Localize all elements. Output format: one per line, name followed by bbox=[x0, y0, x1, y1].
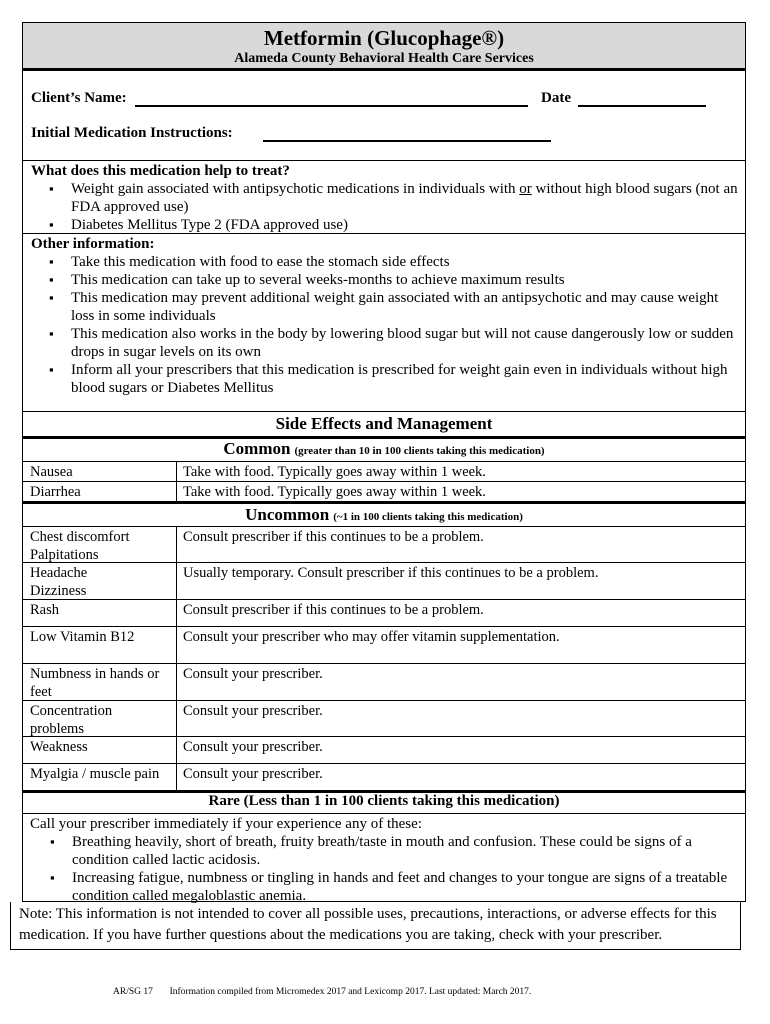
management-cell: Consult your prescriber. bbox=[183, 766, 323, 782]
divider bbox=[23, 763, 745, 764]
management-cell: Consult your prescriber who may offer vitamin supplementation. bbox=[183, 629, 560, 645]
list-item: ▪ This medication may prevent additional weight gain associated with an antipsychotic and may cause weight loss in some individuals bbox=[27, 289, 739, 325]
divider bbox=[23, 599, 745, 600]
page-title: Metformin (Glucophage®) bbox=[263, 26, 505, 50]
other-section bbox=[31, 235, 739, 397]
divider bbox=[23, 626, 745, 627]
client-name-label: Client’s Name: bbox=[31, 90, 127, 106]
rare-title: Rare (Less than 1 in 100 clients taking this medication) bbox=[208, 793, 560, 809]
management-cell: Consult prescriber if this continues to be a problem. bbox=[183, 529, 484, 545]
divider bbox=[23, 562, 745, 563]
management-cell: Usually temporary. Consult prescriber if this continues to be a problem. bbox=[183, 565, 599, 581]
divider bbox=[23, 700, 745, 701]
instructions-field[interactable] bbox=[263, 140, 551, 142]
list-item: ▪ Inform all your prescribers that this medication is prescribed for weight gain even in individuals without high blood sugars or Diabetes Mellitus bbox=[27, 361, 739, 397]
column-divider bbox=[176, 526, 177, 790]
effect-cell: Weakness bbox=[30, 739, 88, 755]
effect-cell: Diarrhea bbox=[30, 484, 81, 500]
effect-cell: Numbness in hands or feet bbox=[30, 666, 160, 700]
date-field[interactable] bbox=[578, 105, 706, 107]
effect-cell: Chest discomfort Palpitations bbox=[30, 529, 130, 563]
management-cell: Consult your prescriber. bbox=[183, 703, 323, 719]
date-label: Date bbox=[541, 90, 571, 106]
uncommon-note: (~1 in 100 clients taking this medication) bbox=[333, 511, 523, 523]
management-cell: Consult prescriber if this continues to be a problem. bbox=[183, 602, 484, 618]
common-heading bbox=[23, 439, 745, 459]
effect-cell: Concentration problems bbox=[30, 703, 113, 737]
rare-intro: Call your prescriber immediately if your experience any of these: bbox=[30, 816, 422, 832]
page-subtitle: Alameda County Behavioral Health Care Services bbox=[234, 51, 534, 66]
divider bbox=[23, 411, 745, 412]
treats-heading: What does this medication help to treat? bbox=[31, 163, 290, 179]
client-name-field[interactable] bbox=[135, 105, 528, 107]
header-divider bbox=[23, 68, 745, 71]
effect-cell: Headache Dizziness bbox=[30, 565, 88, 599]
divider bbox=[23, 501, 745, 504]
uncommon-label: Uncommon bbox=[245, 505, 330, 524]
list-item: ▪ Weight gain associated with antipsychotic medications in individuals with or without high blood sugars (not an FDA approved use) bbox=[27, 180, 739, 216]
header bbox=[23, 23, 745, 69]
uncommon-heading bbox=[23, 505, 745, 525]
management-cell: Consult your prescriber. bbox=[183, 739, 323, 755]
list-item: ▪ Take this medication with food to ease the stomach side effects bbox=[27, 253, 739, 271]
disclaimer-note: Note: This information is not intended to cover all possible uses, precautions, interactions, or adverse effects for this medication. If you have further questions about the medications you are taking, check with your prescriber. bbox=[10, 902, 741, 950]
common-note: (greater than 10 in 100 clients taking this medication) bbox=[294, 445, 545, 457]
other-heading: Other information: bbox=[31, 236, 155, 252]
divider bbox=[23, 736, 745, 737]
list-item: ▪ Diabetes Mellitus Type 2 (FDA approved use) bbox=[27, 216, 739, 234]
divider bbox=[23, 813, 745, 814]
list-item: ▪ This medication can take up to several weeks-months to achieve maximum results bbox=[27, 271, 739, 289]
footer bbox=[113, 987, 531, 997]
effect-cell: Low Vitamin B12 bbox=[30, 629, 135, 645]
treats-section bbox=[31, 162, 739, 234]
medication-sheet bbox=[22, 22, 746, 902]
common-label: Common bbox=[223, 439, 291, 458]
divider bbox=[23, 481, 745, 482]
effect-cell: Nausea bbox=[30, 464, 73, 480]
management-cell: Take with food. Typically goes away within 1 week. bbox=[183, 484, 486, 500]
instructions-label: Initial Medication Instructions: bbox=[31, 125, 233, 141]
divider bbox=[23, 233, 745, 234]
side-effects-title: Side Effects and Management bbox=[275, 414, 493, 433]
footer-code: AR/SG 17 bbox=[113, 987, 153, 997]
divider bbox=[23, 663, 745, 664]
rare-section bbox=[30, 815, 742, 905]
footer-source: Information compiled from Micromedex 2017 and Lexicomp 2017. Last updated: March 2017. bbox=[169, 987, 532, 997]
management-cell: Consult your prescriber. bbox=[183, 666, 323, 682]
list-item: ▪ Increasing fatigue, numbness or tingling in hands and feet and changes to your tongue are signs of a treatable condition called megaloblastic anemia. bbox=[28, 869, 742, 905]
list-item: ▪ Breathing heavily, short of breath, fruity breath/taste in mouth and confusion. These could be signs of a condition called lactic acidosis. bbox=[28, 833, 742, 869]
effect-cell: Rash bbox=[30, 602, 59, 618]
management-cell: Take with food. Typically goes away within 1 week. bbox=[183, 464, 486, 480]
list-item: ▪ This medication also works in the body by lowering blood sugar but will not cause dangerously low or sudden drops in sugar levels on its own bbox=[27, 325, 739, 361]
divider bbox=[23, 526, 745, 527]
column-divider bbox=[176, 461, 177, 501]
divider bbox=[23, 160, 745, 161]
effect-cell: Myalgia / muscle pain bbox=[30, 766, 160, 782]
divider bbox=[23, 461, 745, 462]
